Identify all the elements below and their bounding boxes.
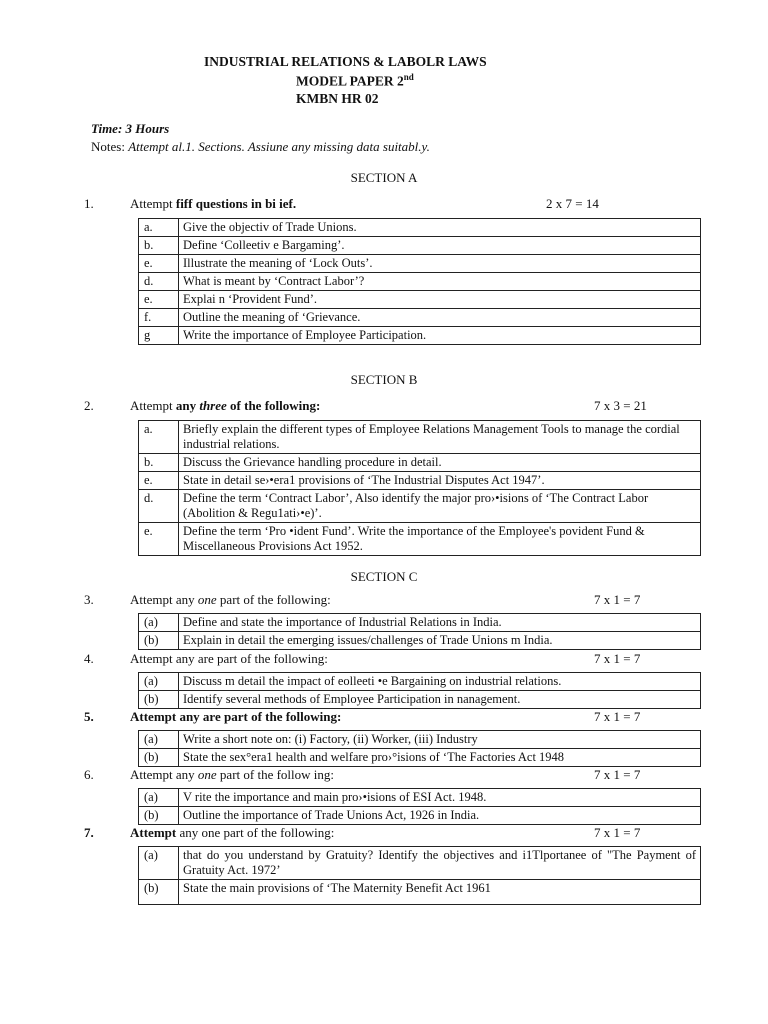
item-text: Discuss m detail the impact of eolleeti •e Bargaining on industrial relations. bbox=[179, 673, 701, 691]
paper-title: INDUSTRIAL RELATIONS & LABOLR LAWS bbox=[204, 54, 487, 69]
item-label: d. bbox=[139, 490, 179, 523]
instruction-bold: Attempt bbox=[130, 825, 177, 840]
table-row bbox=[139, 789, 701, 807]
instruction-b: part of the follow ing: bbox=[219, 767, 335, 782]
item-text: Discuss the Grievance handling procedure in detail. bbox=[179, 454, 701, 472]
item-label: (a) bbox=[139, 614, 179, 632]
item-label: (b) bbox=[139, 749, 179, 767]
question-number: 7. bbox=[84, 825, 94, 840]
table-row bbox=[139, 421, 701, 454]
table-row bbox=[139, 490, 701, 523]
question-3-table bbox=[138, 613, 701, 650]
section-c-heading: SECTION C bbox=[350, 569, 418, 584]
question-marks: 7 x 3 = 21 bbox=[594, 398, 647, 413]
question-marks: 7 x 1 = 7 bbox=[594, 651, 641, 666]
question-number: 6. bbox=[84, 767, 94, 782]
question-marks: 7 x 1 = 7 bbox=[594, 825, 641, 840]
question-instruction bbox=[130, 825, 334, 841]
item-text: What is meant by ‘Contract Labor’? bbox=[179, 273, 701, 291]
table-row bbox=[139, 632, 701, 650]
question-instruction: Attempt any are part of the following: bbox=[130, 651, 328, 666]
model-paper-text: MODEL PAPER 2 bbox=[296, 73, 404, 89]
question-number: 5. bbox=[84, 709, 94, 724]
table-row bbox=[139, 309, 701, 327]
instruction-bold: fiff questions in bi ief. bbox=[175, 196, 297, 211]
model-paper-sup: nd bbox=[403, 72, 414, 82]
time-label: Time: 3 Hours bbox=[91, 121, 170, 136]
item-text: Define ‘Colleetiv e Bargaming’. bbox=[179, 237, 701, 255]
question-2-line bbox=[84, 398, 704, 416]
item-label: g bbox=[139, 327, 179, 345]
table-row bbox=[139, 880, 701, 905]
question-instruction bbox=[130, 767, 334, 783]
item-text: Outline the meaning of ‘Grievance. bbox=[179, 309, 701, 327]
table-row bbox=[139, 219, 701, 237]
table-row bbox=[139, 807, 701, 825]
item-label: a. bbox=[139, 421, 179, 454]
table-row bbox=[139, 523, 701, 556]
instruction-b: part of the following: bbox=[219, 592, 331, 607]
question-marks: 7 x 1 = 7 bbox=[594, 592, 641, 607]
instruction-prefix: Attempt bbox=[130, 196, 173, 211]
instruction-bold-b: of the following: bbox=[230, 398, 321, 413]
table-row bbox=[139, 291, 701, 309]
question-4-line bbox=[84, 651, 704, 669]
item-label: b. bbox=[139, 237, 179, 255]
item-text: Briefly explain the different types of Employee Relations Management Tools to manage the cordial industrial relations. bbox=[179, 421, 701, 454]
notes-text: Attempt al.1. Sections. Assiune any missing data suitabl.y. bbox=[128, 139, 430, 154]
item-label: f. bbox=[139, 309, 179, 327]
section-b-heading: SECTION B bbox=[350, 372, 418, 387]
question-number: 4. bbox=[84, 651, 94, 666]
course-code: KMBN HR 02 bbox=[296, 91, 379, 106]
item-text: Define the term ‘Pro •ident Fund’. Write the importance of the Employee's povident Fund & Miscellaneous Provisions Act 1952. bbox=[179, 523, 701, 556]
table-row bbox=[139, 673, 701, 691]
question-instruction: Attempt any are part of the following: bbox=[130, 709, 342, 724]
question-instruction bbox=[130, 592, 331, 608]
table-row bbox=[139, 472, 701, 490]
item-text: that do you understand by Gratuity? Identify the objectives and i1Tlportanee of "The Payment of Gratuity Act. 1972’ bbox=[179, 847, 701, 880]
item-label: a. bbox=[139, 219, 179, 237]
question-number: 3. bbox=[84, 592, 94, 607]
section-a-heading: SECTION A bbox=[350, 170, 418, 185]
table-row bbox=[139, 847, 701, 880]
instruction-b: any one part of the following: bbox=[179, 825, 335, 840]
question-6-line bbox=[84, 767, 704, 785]
section-b-table bbox=[138, 420, 701, 556]
table-row bbox=[139, 454, 701, 472]
item-text: State the main provisions of ‘The Maternity Benefit Act 1961 bbox=[179, 880, 701, 905]
item-text: Identify several methods of Employee Participation in nanagement. bbox=[179, 691, 701, 709]
instruction-italic: one bbox=[197, 592, 217, 607]
item-label: (b) bbox=[139, 880, 179, 905]
question-3-line bbox=[84, 592, 704, 610]
item-label: (b) bbox=[139, 632, 179, 650]
item-label: (b) bbox=[139, 691, 179, 709]
item-text: Explain in detail the emerging issues/challenges of Trade Unions m India. bbox=[179, 632, 701, 650]
item-label: e. bbox=[139, 291, 179, 309]
model-paper-label bbox=[296, 72, 414, 90]
item-text: Define and state the importance of Industrial Relations in India. bbox=[179, 614, 701, 632]
item-label: (a) bbox=[139, 847, 179, 880]
table-row bbox=[139, 255, 701, 273]
question-number: 2. bbox=[84, 398, 94, 413]
table-row bbox=[139, 614, 701, 632]
question-7-table bbox=[138, 846, 701, 905]
question-1-line bbox=[84, 196, 704, 214]
item-text: Outline the importance of Trade Unions Act, 1926 in India. bbox=[179, 807, 701, 825]
question-instruction bbox=[130, 398, 320, 414]
question-6-table bbox=[138, 788, 701, 825]
section-a-table bbox=[138, 218, 701, 345]
instruction-bold-italic: three bbox=[199, 398, 227, 413]
item-label: d. bbox=[139, 273, 179, 291]
item-text: State the sex°era1 health and welfare pro›°isions of ‘The Factories Act 1948 bbox=[179, 749, 701, 767]
item-label: (a) bbox=[139, 731, 179, 749]
table-row bbox=[139, 731, 701, 749]
question-marks: 2 x 7 = 14 bbox=[546, 196, 599, 211]
question-marks: 7 x 1 = 7 bbox=[594, 709, 641, 724]
instruction-a: Attempt any bbox=[130, 592, 195, 607]
question-7-line bbox=[84, 825, 704, 843]
question-4-table bbox=[138, 672, 701, 709]
instruction-italic: one bbox=[197, 767, 217, 782]
item-text: Write a short note on: (i) Factory, (ii) Worker, (iii) Industry bbox=[179, 731, 701, 749]
item-text: Explai n ‘Provident Fund’. bbox=[179, 291, 701, 309]
item-text: Write the importance of Employee Participation. bbox=[179, 327, 701, 345]
item-label: e. bbox=[139, 472, 179, 490]
table-row bbox=[139, 237, 701, 255]
instruction-bold-a: any bbox=[175, 398, 197, 413]
item-text: Illustrate the meaning of ‘Lock Outs’. bbox=[179, 255, 701, 273]
item-text: State in detail se›•era1 provisions of ‘The Industrial Disputes Act 1947’. bbox=[179, 472, 701, 490]
question-5-table bbox=[138, 730, 701, 767]
question-instruction bbox=[130, 196, 296, 212]
instruction-prefix: Attempt bbox=[130, 398, 173, 413]
item-text: V rite the importance and main pro›•isions of ESI Act. 1948. bbox=[179, 789, 701, 807]
instruction-a: Attempt any bbox=[130, 767, 195, 782]
table-row bbox=[139, 749, 701, 767]
question-number: 1. bbox=[84, 196, 94, 211]
table-row bbox=[139, 273, 701, 291]
question-marks: 7 x 1 = 7 bbox=[594, 767, 641, 782]
item-label: (b) bbox=[139, 807, 179, 825]
item-label: e. bbox=[139, 523, 179, 556]
item-label: (a) bbox=[139, 673, 179, 691]
table-row bbox=[139, 691, 701, 709]
item-label: (a) bbox=[139, 789, 179, 807]
notes-line bbox=[91, 139, 430, 155]
table-row bbox=[139, 327, 701, 345]
item-text: Give the objectiv of Trade Unions. bbox=[179, 219, 701, 237]
item-text: Define the term ‘Contract Labor’, Also identify the major pro›•isions of ‘The Contract Labor (Abolition & Regu1ati›•e)’. bbox=[179, 490, 701, 523]
question-5-line bbox=[84, 709, 704, 727]
notes-label: Notes: bbox=[91, 139, 125, 154]
item-label: b. bbox=[139, 454, 179, 472]
item-label: e. bbox=[139, 255, 179, 273]
